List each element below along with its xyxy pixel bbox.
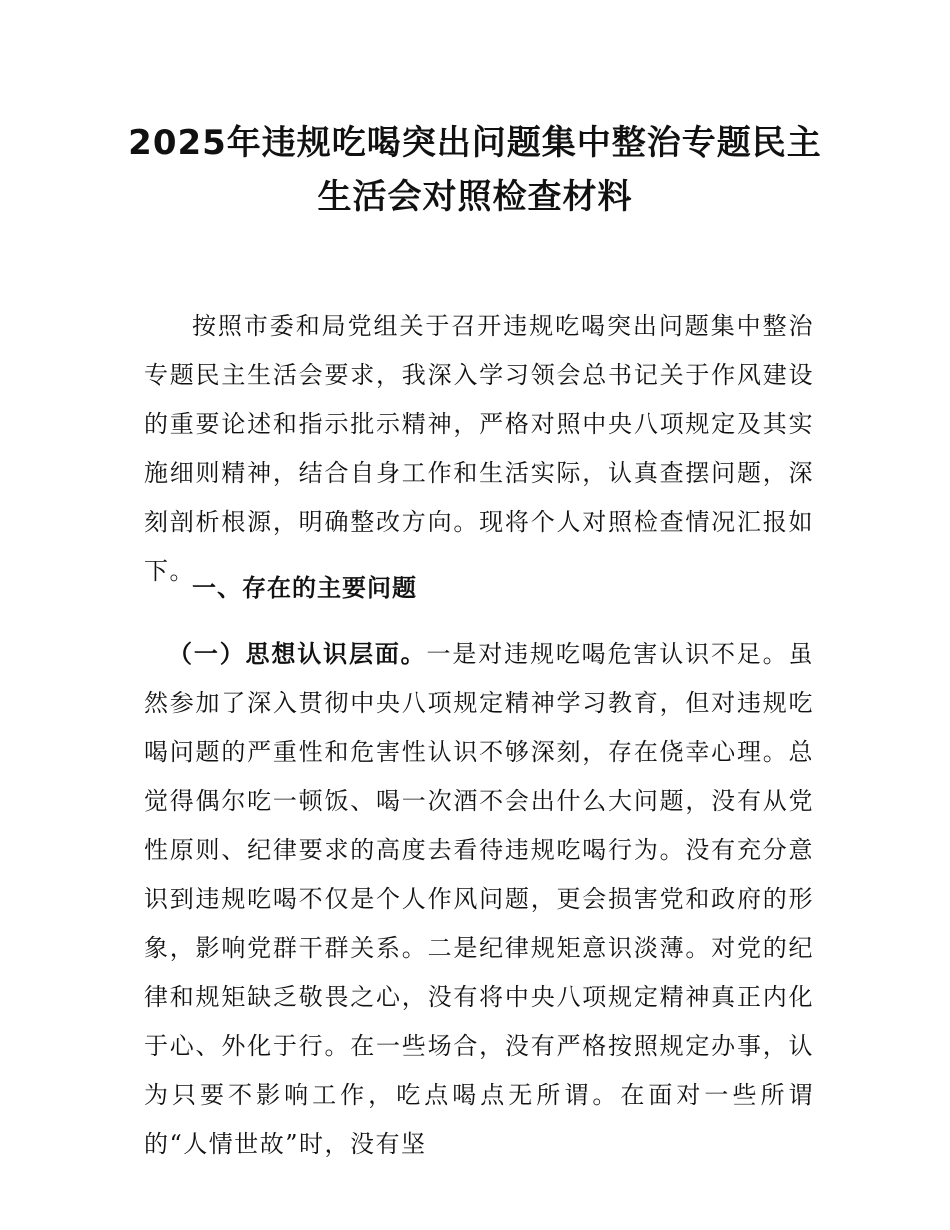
title-line-1: 2025年违规吃喝突出问题集中整治专题民主 bbox=[128, 123, 822, 163]
subsection-heading: （一）思想认识层面。 bbox=[168, 640, 427, 668]
document-title bbox=[120, 116, 830, 224]
title-line-2: 生活会对照检查材料 bbox=[317, 177, 633, 217]
subsection-text: 一是对违规吃喝危害认识不足。虽然参加了深入贯彻中央八项规定精神学习教育，但对违规吃喝问题的严重性和危害性认识不够深刻，存在侥幸心理。总觉得偶尔吃一顿饭、喝一次酒不会出什么大问题，没有从党性原则、纪律要求的高度去看待违规吃喝行为。没有充分意识到违规吃喝不仅是个人作风问题，更会损害党和政府的形象，影响党群干群关系。二是纪律规矩意识淡薄。对党的纪律和规矩缺乏敬畏之心，没有将中央八项规定精神真正内化于心、外化于行。在一些场合，没有严格按照规定办事，认为只要不影响工作，吃点喝点无所谓。在面对一些所谓的“人情世故”时，没有坚 bbox=[144, 640, 815, 1158]
intro-paragraph: 按照市委和局党组关于召开违规吃喝突出问题集中整治专题民主生活会要求，我深入学习领会总书记关于作风建设的重要论述和指示批示精神，严格对照中央八项规定及其实施细则精神，结合自身工作和生活实际，认真查摆问题，深刻剖析根源，明确整改方向。现将个人对照检查情况汇报如下。 bbox=[144, 312, 814, 585]
subsection-paragraph bbox=[144, 630, 814, 1169]
section-heading: 一、存在的主要问题 bbox=[192, 574, 417, 602]
